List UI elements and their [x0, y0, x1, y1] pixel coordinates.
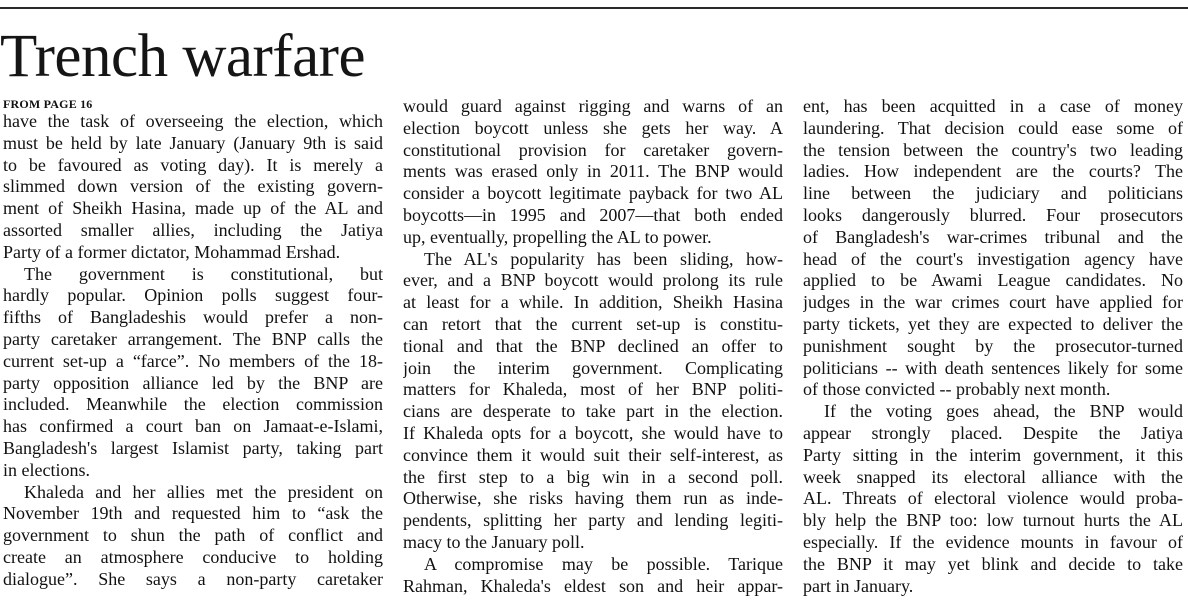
text-line: applied to be Awami League candidates. No — [803, 270, 1183, 291]
text-line: ever, and a BNP boycott would prolong its rule — [403, 270, 783, 291]
text-line: create an atmosphere conducive to holding — [3, 546, 383, 567]
text-line: ladies. How independent are the courts? The — [803, 161, 1183, 182]
text-line: judges in the war crimes court have applied for — [803, 292, 1183, 313]
text-line: dialogue”. She says a non-party caretaker — [3, 568, 383, 589]
text-line: the BNP it may yet blink and decide to take — [803, 553, 1183, 574]
text-line: party tickets, yet they are expected to deliver the — [803, 313, 1183, 334]
column-text — [803, 96, 1183, 597]
text-line: ent, has been acquitted in a case of money — [803, 96, 1183, 116]
text-line: have the task of overseeing the election, which — [3, 111, 383, 131]
text-line: week snapped its electoral alliance with the — [803, 466, 1183, 487]
text-line: would guard against rigging and warns of an — [403, 96, 783, 116]
text-line: tional and that the BNP declined an offer to — [403, 335, 783, 356]
text-line: included. Meanwhile the election commission — [3, 394, 383, 415]
text-line: the tension between the country's two leading — [803, 139, 1183, 160]
text-line: A compromise may be possible. Tarique — [424, 553, 783, 574]
text-line: Khaleda and her allies met the president on — [24, 481, 383, 502]
text-line: matters for Khaleda, most of her BNP politi- — [403, 379, 783, 400]
text-line: boycotts—in 1995 and 2007—that both ended — [403, 204, 783, 225]
text-line: up, eventually, propelling the AL to power. — [403, 226, 712, 247]
text-line: ments was erased only in 2011. The BNP would — [403, 161, 783, 182]
text-line: at least for a while. In addition, Sheikh Hasina — [403, 292, 783, 313]
text-line: party opposition alliance led by the BNP are — [3, 372, 383, 393]
text-line: constitutional provision for caretaker govern- — [403, 139, 783, 160]
text-line: party caretaker arrangement. The BNP calls the — [3, 328, 383, 349]
text-line: hardly popular. Opinion polls suggest four- — [3, 285, 383, 306]
text-line: Rahman, Khaleda's eldest son and heir appar- — [403, 575, 783, 596]
text-line: Bangladesh's largest Islamist party, taking part — [3, 437, 383, 458]
text-line: of those convicted -- probably next month. — [803, 379, 1111, 400]
text-line: Party sitting in the interim government, it this — [803, 444, 1183, 465]
text-line: politicians -- with death sentences likely for some — [803, 357, 1183, 378]
text-line: join the interim government. Complicating — [403, 357, 783, 378]
text-line: The AL's popularity has been sliding, how- — [424, 248, 783, 269]
text-line: to be favoured as voting day). It is merely a — [3, 154, 383, 175]
text-line: Otherwise, she risks having them run as inde- — [403, 488, 783, 509]
text-line: appear strongly placed. Despite the Jatiya — [803, 422, 1183, 443]
text-line: Party of a former dictator, Mohammad Ershad. — [3, 241, 341, 262]
continuation-kicker: FROM PAGE 16 — [3, 97, 93, 111]
article-column-3 — [803, 96, 1183, 608]
text-line: November 19th and requested him to “ask the — [3, 503, 383, 524]
text-line: head of the court's investigation agency have — [803, 248, 1183, 269]
text-line: If Khaleda opts for a boycott, she would have to — [403, 422, 783, 443]
text-line: macy to the January poll. — [403, 531, 585, 552]
text-line: cians are desperate to take part in the election. — [403, 401, 783, 422]
text-line: in elections. — [3, 459, 90, 480]
text-line: convince them it would suit their self-interest, as — [403, 444, 783, 465]
text-line: consider a boycott legitimate payback for two AL — [403, 183, 783, 204]
text-line: government to shun the path of conflict and — [3, 525, 383, 546]
text-line: the first step to a big win in a second poll. — [403, 466, 783, 487]
article-column-1 — [3, 96, 383, 608]
article-column-2 — [403, 96, 783, 608]
text-line: The government is constitutional, but — [24, 263, 383, 284]
text-line: line between the judiciary and politicians — [803, 183, 1183, 204]
column-text — [403, 96, 783, 597]
text-line: ment of Sheikh Hasina, made up of the AL and — [3, 198, 383, 219]
text-line: AL. Threats of electoral violence would proba- — [803, 488, 1183, 509]
text-line: fifths of Bangladeshis would prefer a non- — [3, 307, 383, 328]
text-line: can retort that the current set-up is constitu- — [403, 313, 783, 334]
column-text — [3, 111, 383, 591]
text-line: pendents, splitting her party and lending legiti- — [403, 510, 783, 531]
text-line: assorted smaller allies, including the Jatiya — [3, 219, 383, 240]
top-rule — [0, 7, 1188, 9]
text-line: slimmed down version of the existing govern- — [3, 176, 383, 197]
text-line: of Bangladesh's war-crimes tribunal and the — [803, 226, 1183, 247]
headline: Trench warfare — [0, 23, 366, 90]
text-line: If the voting goes ahead, the BNP would — [824, 401, 1183, 422]
text-line: election boycott unless she gets her way. A — [403, 117, 783, 138]
text-line: current set-up a “farce”. No members of the 18- — [3, 350, 383, 371]
text-line: must be held by late January (January 9th is said — [3, 132, 383, 153]
text-line: has confirmed a court ban on Jamaat-e-Islami, — [3, 416, 383, 437]
text-line: punishment sought by the prosecutor-turned — [803, 335, 1183, 356]
text-line: part in January. — [803, 575, 914, 596]
text-line: looks dangerously blurred. Four prosecutors — [803, 204, 1183, 225]
text-line: bly help the BNP too: low turnout hurts the AL — [803, 510, 1183, 531]
text-line: laundering. That decision could ease some of — [803, 117, 1183, 138]
text-line: especially. If the evidence mounts in favour of — [803, 531, 1183, 552]
